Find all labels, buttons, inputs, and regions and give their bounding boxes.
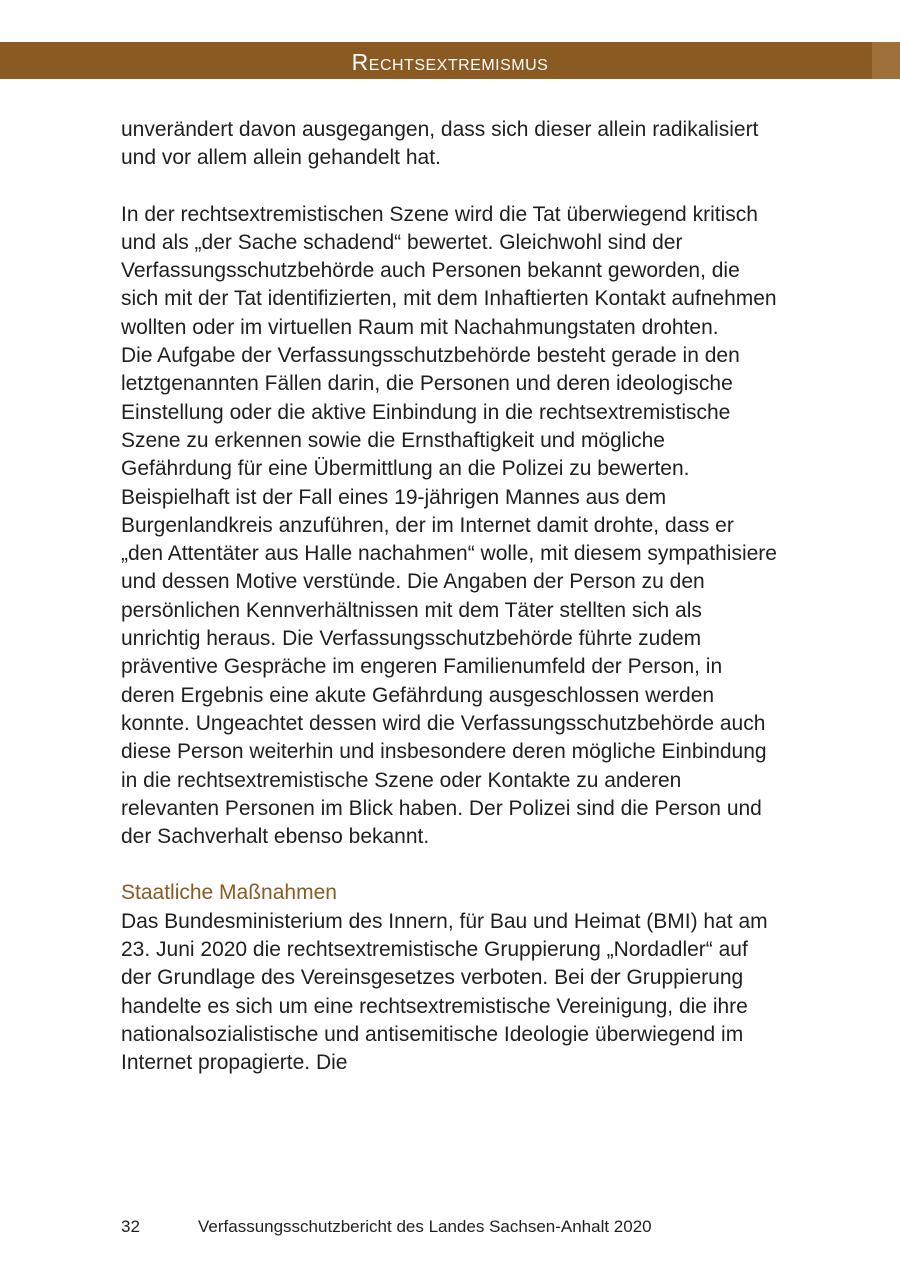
paragraph: Die Aufgabe der Verfassungsschutzbehörde besteht gerade in den letztgenannten Fällen darin, die Personen und deren ideologische Einstellung oder die aktive Einbindung in die rechtsextremistische Szene zu erkennen sowie die Ernsthaftigkeit und mögliche Gefährdung für eine Übermittlung an die Polizei zu bewerten. Beispielhaft ist der Fall eines 19-jährigen Mannes aus dem Burgenlandkreis anzuführen, der im Internet damit drohte, dass er „den Attentäter aus Halle nachahmen“ wolle, mit diesem sympathisiere und dessen Motive verstünde. Die Angaben der Person zu den persönlichen Kennverhältnissen mit dem Täter stellten sich als unrichtig heraus. Die Verfassungsschutzbehörde führte zudem präventive Gespräche im engeren Familienumfeld der Person, in deren Ergebnis eine akute Gefährdung ausgeschlossen werden konnte. Ungeachtet dessen wird die Verfassungsschutzbehörde auch diese Person weiterhin und insbesondere deren mögliche Einbindung in die rechtsextremistische Szene oder Kontakte zu anderen relevanten Personen im Blick haben. Der Polizei sind die Person und der Sachverhalt ebenso bekannt. xyxy=(121,344,777,849)
page-title: Rechtsextremismus xyxy=(351,49,549,75)
paragraph-spacer xyxy=(121,851,781,879)
section-heading: Staatliche Maßnahmen xyxy=(121,881,337,905)
page-number: 32 xyxy=(121,1217,140,1236)
header-bar xyxy=(0,42,900,79)
paragraph: unverändert davon ausgegangen, dass sich dieser allein radikalisiert und vor allem allein gehandelt hat. xyxy=(121,118,759,170)
main-text xyxy=(121,116,781,1078)
paragraph-spacer xyxy=(121,173,781,201)
paragraph: In der rechtsextremistischen Szene wird die Tat überwiegend kritisch und als „der Sache schadend“ bewertet. Gleichwohl sind der Verfassungsschutzbehörde auch Personen bekannt geworden, die sich mit der Tat identifizierten, mit dem Inhaftierten Kontakt aufnehmen wollten oder im virtuellen Raum mit Nachahmungstaten drohten. xyxy=(121,202,777,339)
publication-title: Verfassungsschutzbericht des Landes Sachsen-Anhalt 2020 xyxy=(198,1217,652,1236)
paragraph: Das Bundesministerium des Innern, für Bau und Heimat (BMI) hat am 23. Juni 2020 die rechtsextremistische Gruppierung „Nordadler“ auf der Grundlage des Vereinsgesetzes verboten. Bei der Gruppierung handelte es sich um eine rechtsextremistische Vereinigung, die ihre nationalsozialistische und antisemitische Ideologie überwiegend im Internet propagierte. Die xyxy=(121,909,768,1075)
